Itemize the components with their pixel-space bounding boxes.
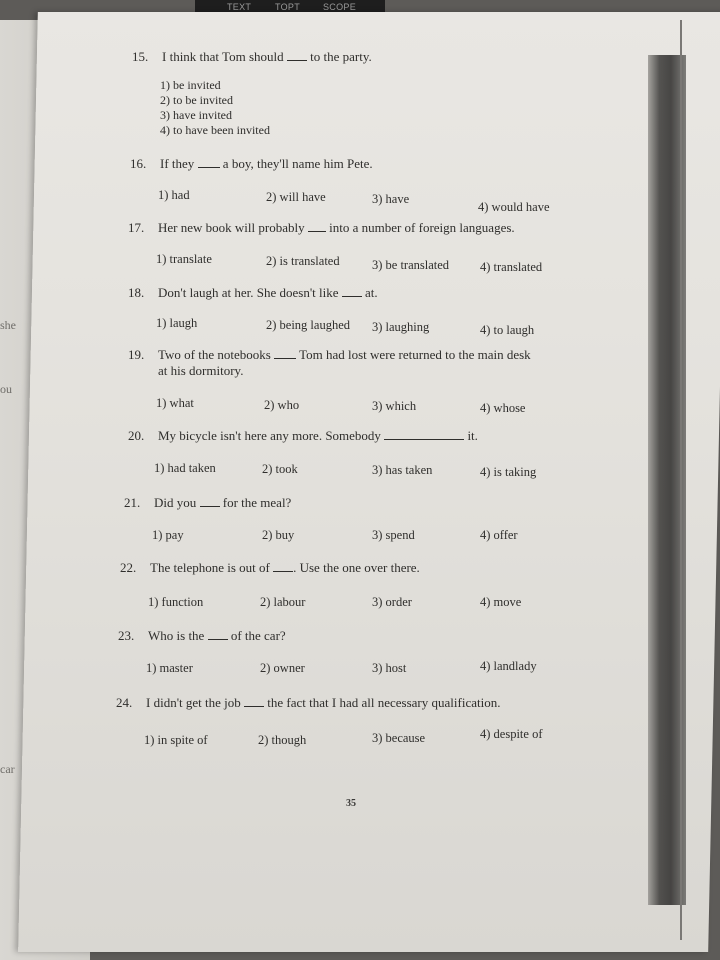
option-2[interactable]: 2) owner bbox=[260, 661, 305, 675]
question-stem-end: Tom had lost were returned to the main desk bbox=[299, 347, 531, 362]
question-15 bbox=[132, 49, 372, 65]
option-2[interactable]: 2) took bbox=[262, 462, 298, 476]
option-3[interactable]: 3) laughing bbox=[372, 320, 430, 334]
option-1[interactable]: 1) laugh bbox=[156, 316, 198, 330]
answer-blank[interactable] bbox=[244, 696, 264, 707]
question-stem-end: a boy, they'll name him Pete. bbox=[222, 156, 373, 171]
option-3[interactable]: 3) which bbox=[372, 399, 417, 413]
option-3[interactable]: 3) be translated bbox=[372, 258, 450, 272]
question-stem: Her new book will probably bbox=[158, 220, 305, 235]
option-1[interactable]: 1) function bbox=[148, 595, 204, 609]
question-stem-end: the fact that I had all necessary qualification. bbox=[267, 695, 501, 710]
answer-blank[interactable] bbox=[384, 429, 464, 440]
option-2[interactable]: 2) who bbox=[264, 398, 300, 412]
question-number: 21. bbox=[124, 495, 141, 510]
question-23 bbox=[118, 628, 286, 644]
option-1[interactable]: 1) what bbox=[156, 396, 194, 410]
question-stem-end: at. bbox=[365, 285, 378, 300]
answer-blank[interactable] bbox=[198, 157, 220, 168]
question-stem-end: into a number of foreign languages. bbox=[329, 220, 515, 235]
answer-blank[interactable] bbox=[208, 629, 228, 640]
option-2[interactable]: 2) though bbox=[258, 733, 307, 747]
question-stem-end: to the party. bbox=[310, 49, 372, 64]
option-4[interactable]: 4) move bbox=[480, 595, 522, 609]
question-stem: If they bbox=[160, 156, 195, 171]
question-number: 17. bbox=[128, 220, 145, 235]
option-4[interactable]: 4) to laugh bbox=[480, 323, 535, 337]
question-stem: I think that Tom should bbox=[162, 49, 284, 64]
option-3[interactable]: 3) host bbox=[372, 661, 407, 675]
option-1[interactable]: 1) had taken bbox=[154, 461, 216, 475]
option-1[interactable]: 1) in spite of bbox=[144, 733, 208, 747]
question-stem: I didn't get the job bbox=[146, 695, 241, 710]
answer-blank[interactable] bbox=[273, 561, 293, 572]
question-stem: Who is the bbox=[148, 628, 205, 643]
option-4[interactable]: 4) would have bbox=[478, 200, 550, 214]
question-17 bbox=[128, 220, 515, 236]
question-16 bbox=[130, 156, 373, 172]
page-number: 35 bbox=[346, 798, 356, 809]
option-1[interactable]: 1) master bbox=[146, 661, 193, 675]
question-number: 18. bbox=[128, 285, 145, 300]
question-stem-end: . Use the one over there. bbox=[293, 560, 420, 575]
option-1[interactable]: 1) be invited bbox=[160, 78, 221, 92]
answer-blank[interactable] bbox=[274, 348, 296, 359]
option-2[interactable]: 2) to be invited bbox=[160, 93, 233, 107]
device-label-2: TOPT bbox=[275, 2, 301, 12]
background-text-3: car bbox=[0, 762, 15, 776]
option-4[interactable]: 4) translated bbox=[480, 260, 543, 274]
option-2[interactable]: 2) will have bbox=[266, 190, 326, 204]
option-2[interactable]: 2) buy bbox=[262, 528, 295, 542]
question-22 bbox=[120, 560, 420, 576]
option-1[interactable]: 1) translate bbox=[156, 252, 212, 266]
question-19-line2: at his dormitory. bbox=[158, 363, 244, 378]
question-number: 23. bbox=[118, 628, 135, 643]
background-text-2: ou bbox=[0, 382, 12, 396]
option-4[interactable]: 4) is taking bbox=[480, 465, 537, 479]
question-number: 24. bbox=[116, 695, 133, 710]
option-3[interactable]: 3) order bbox=[372, 595, 412, 609]
background-text-1: she bbox=[0, 318, 16, 332]
question-18 bbox=[128, 285, 378, 301]
question-stem-end: it. bbox=[467, 428, 478, 443]
question-stem: My bicycle isn't here any more. Somebody bbox=[158, 428, 381, 443]
option-2[interactable]: 2) is translated bbox=[266, 254, 340, 268]
device-label-1: TEXT bbox=[227, 2, 252, 12]
option-2[interactable]: 2) being laughed bbox=[266, 318, 351, 332]
option-4[interactable]: 4) whose bbox=[480, 401, 526, 415]
option-1[interactable]: 1) pay bbox=[152, 528, 184, 542]
question-20 bbox=[128, 428, 478, 444]
question-number: 19. bbox=[128, 347, 145, 362]
question-stem-end: of the car? bbox=[230, 628, 286, 643]
option-3[interactable]: 3) has taken bbox=[372, 463, 433, 477]
answer-blank[interactable] bbox=[308, 221, 326, 232]
question-number: 22. bbox=[120, 560, 137, 575]
question-stem: Two of the notebooks bbox=[158, 347, 271, 362]
question-number: 20. bbox=[128, 428, 145, 443]
question-stem-end: for the meal? bbox=[222, 495, 292, 510]
question-number: 15. bbox=[132, 49, 149, 64]
question-21 bbox=[124, 495, 291, 511]
question-stem: Did you bbox=[154, 495, 197, 510]
question-19 bbox=[128, 347, 531, 363]
option-2[interactable]: 2) labour bbox=[260, 595, 306, 609]
question-stem: The telephone is out of bbox=[150, 560, 270, 575]
question-number: 16. bbox=[130, 156, 147, 171]
option-1[interactable]: 1) had bbox=[158, 188, 190, 202]
answer-blank[interactable] bbox=[200, 496, 220, 507]
device-label-3: SCOPE bbox=[323, 2, 357, 12]
option-3[interactable]: 3) spend bbox=[372, 528, 415, 542]
option-4[interactable]: 4) to have been invited bbox=[160, 123, 270, 137]
option-4[interactable]: 4) offer bbox=[480, 528, 518, 542]
option-3[interactable]: 3) have invited bbox=[160, 108, 232, 122]
option-3[interactable]: 3) because bbox=[372, 731, 426, 745]
option-4[interactable]: 4) despite of bbox=[480, 727, 543, 741]
answer-blank[interactable] bbox=[287, 50, 307, 61]
question-stem: Don't laugh at her. She doesn't like bbox=[158, 285, 339, 300]
question-24 bbox=[116, 695, 500, 711]
option-4[interactable]: 4) landlady bbox=[480, 659, 537, 673]
answer-blank[interactable] bbox=[342, 286, 362, 297]
option-3[interactable]: 3) have bbox=[372, 192, 410, 206]
